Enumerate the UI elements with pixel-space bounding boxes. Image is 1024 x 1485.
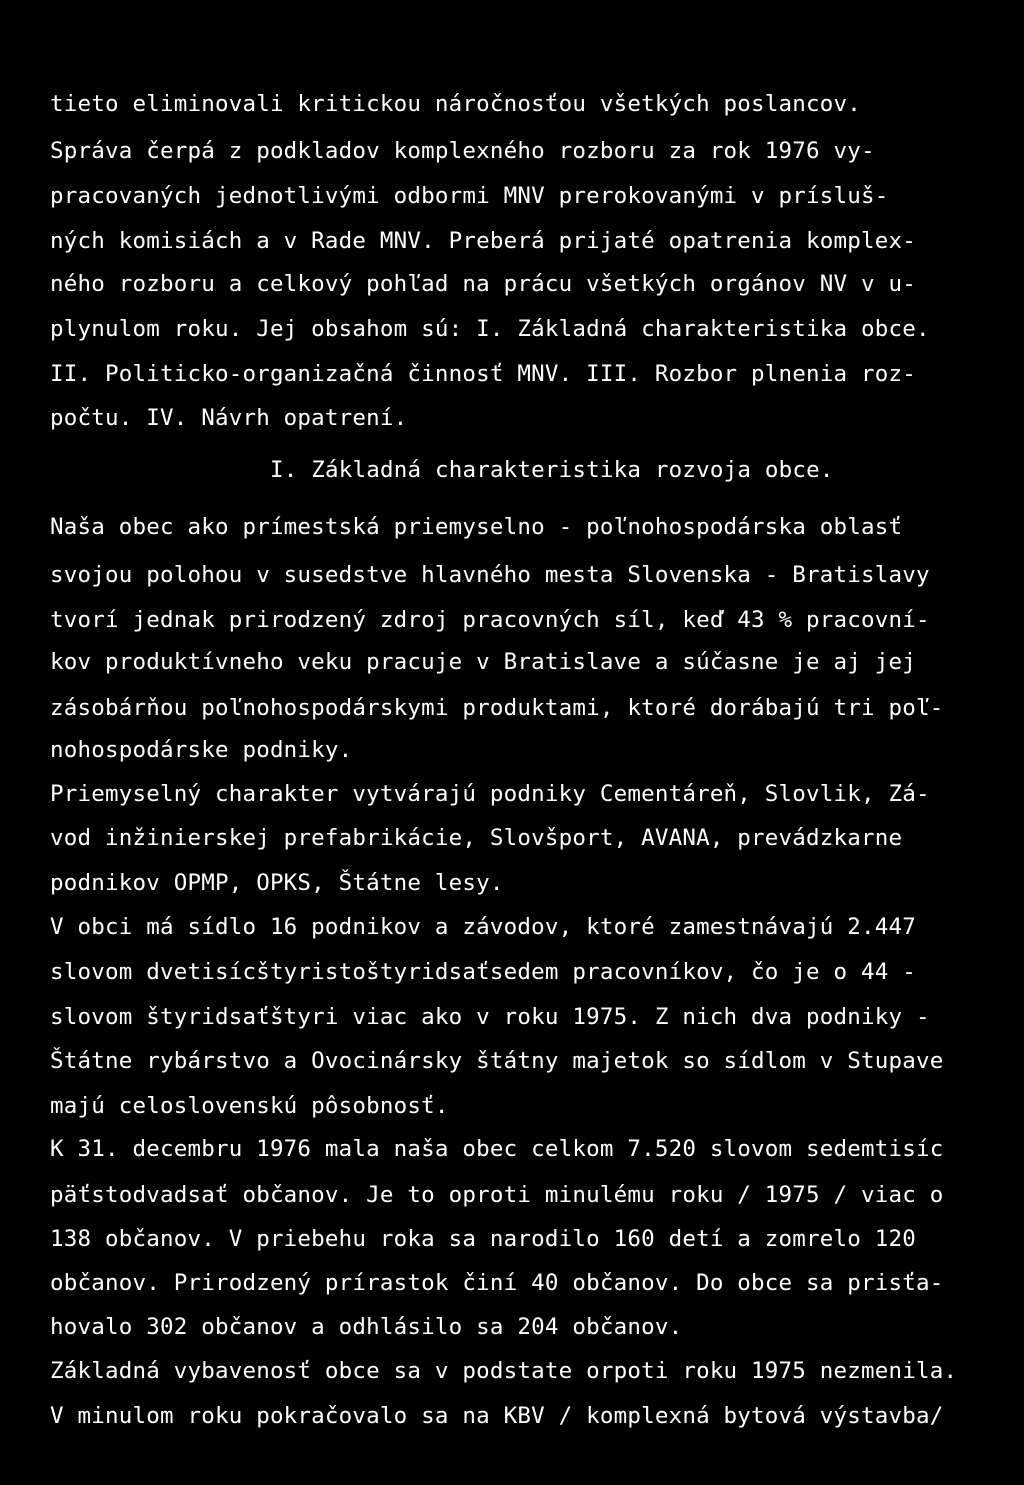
text-line: nohospodárske podniky. (50, 737, 353, 763)
text-line: slovom štyridsaťštyri viac ako v roku 1975. Z nich dva podniky - (50, 1004, 930, 1030)
text-line: slovom dvetisícštyristoštyridsaťsedem pracovníkov, čo je o 44 - (50, 959, 917, 985)
text-line: majú celoslovenskú pôsobnosť. (50, 1093, 449, 1119)
text-line: 138 občanov. V priebehu roka sa narodilo 160 detí a zomrelo 120 (50, 1226, 917, 1252)
text-line: Naša obec ako prímestská priemyselno - poľnohospodárska oblasť (50, 514, 903, 540)
text-line: zásobárňou poľnohospodárskymi produktami, ktoré dorábajú tri poľ- (50, 695, 944, 721)
text-line: kov produktívneho veku pracuje v Bratislave a súčasne je aj jej (50, 649, 917, 675)
text-line: svojou polohou v susedstve hlavného mesta Slovenska - Bratislavy (50, 562, 930, 588)
text-line: K 31. decembru 1976 mala naša obec celkom 7.520 slovom sedemtisíc (50, 1136, 944, 1162)
text-line: podnikov OPMP, OPKS, Štátne lesy. (50, 870, 504, 896)
text-line: ného rozboru a celkový pohľad na prácu všetkých orgánov NV v u- (50, 271, 917, 297)
text-line: tvorí jednak prirodzený zdroj pracovných síl, keď 43 % pracovní- (50, 607, 930, 633)
text-line: V obci má sídlo 16 podnikov a závodov, ktoré zamestnávajú 2.447 (50, 914, 917, 940)
text-line: pracovaných jednotlivými odbormi MNV prerokovanými v prísluš- (50, 183, 889, 209)
text-line: hovalo 302 občanov a odhlásilo sa 204 občanov. (50, 1314, 683, 1340)
text-line: počtu. IV. Návrh opatrení. (50, 405, 408, 431)
text-line: Základná vybavenosť obce sa v podstate orpoti roku 1975 nezmenila. (50, 1358, 958, 1384)
text-line: Štátne rybárstvo a Ovocinársky štátny majetok so sídlom v Stupave (50, 1048, 944, 1074)
text-line: plynulom roku. Jej obsahom sú: I. Základná charakteristika obce. (50, 316, 930, 342)
text-line: občanov. Prirodzený prírastok činí 40 občanov. Do obce sa prisťa- (50, 1270, 944, 1296)
text-line: Správa čerpá z podkladov komplexného rozboru za rok 1976 vy- (50, 138, 875, 164)
text-line: V minulom roku pokračovalo sa na KBV / komplexná bytová výstavba/ (50, 1403, 944, 1429)
text-line: ných komisiách a v Rade MNV. Preberá prijaté opatrenia komplex- (50, 228, 917, 254)
text-line: päťstodvadsať občanov. Je to oproti minulému roku / 1975 / viac o (50, 1182, 944, 1208)
section-heading: I. Základná charakteristika rozvoja obce. (270, 457, 834, 483)
text-line: II. Politicko-organizačná činnosť MNV. III. Rozbor plnenia roz- (50, 361, 917, 387)
text-line: vod inžinierskej prefabrikácie, Slovšport, AVANA, prevádzkarne (50, 825, 903, 851)
text-line: Priemyselný charakter vytvárajú podniky Cementáreň, Slovlik, Zá- (50, 781, 930, 807)
text-line: tieto eliminovali kritickou náročnosťou všetkých poslancov. (50, 91, 862, 117)
